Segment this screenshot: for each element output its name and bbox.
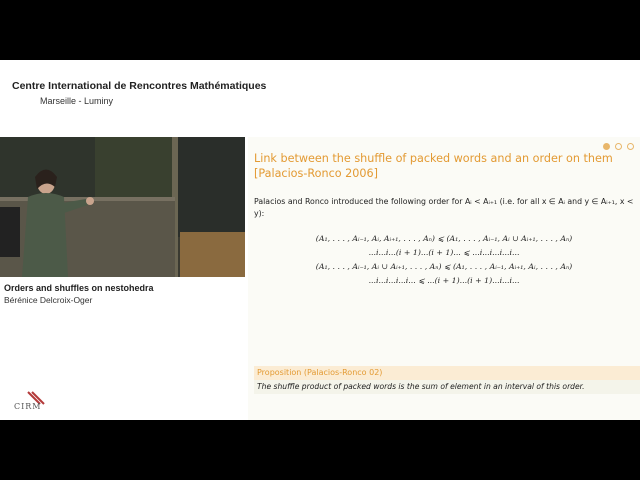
proposition-header: [254, 366, 640, 380]
talk-title: Orders and shuffles on nestohedra: [4, 283, 154, 293]
speaker-name: Bérénice Delcroix-Oger: [4, 295, 93, 305]
slide-title: Link between the shuffle of packed words and an order on them [Palacios-Ronco 2006]: [254, 152, 613, 180]
cirm-logo-text: CIRM: [14, 402, 42, 411]
proposition-title: Proposition (Palacios-Ronco 02): [257, 368, 383, 377]
speaker-video-image: [0, 137, 245, 277]
slide-dot-icon[interactable]: [627, 143, 634, 150]
speaker-video: [0, 137, 245, 277]
proposition-body: [254, 380, 640, 394]
slide-dot-icon[interactable]: [615, 143, 622, 150]
slide-intro: Palacios and Ronco introduced the following order for Aᵢ < Aᵢ₊₁ (i.e. for all x ∈ Aᵢ and y ∈ Aᵢ₊₁, x < y):: [254, 197, 634, 218]
presentation-slide: [248, 137, 640, 420]
institution-location: Marseille - Luminy: [40, 96, 114, 106]
proposition-text: The shuffle product of packed words is the sum of element in an interval of this order.: [257, 382, 585, 391]
math-line: (A₁, . . . , Aᵢ₋₁, Aᵢ ∪ Aᵢ₊₁, . . . , Aₙ) ⩽ (A₁, . . . , Aᵢ₋₁, Aᵢ₊₁, Aᵢ, . . . , Aₙ): [315, 262, 573, 271]
math-line: ...i...i...(i + 1)...(i + 1)... ⩽ ...i...i...i...i...: [368, 248, 520, 257]
slide-dot-icon[interactable]: [603, 143, 610, 150]
math-line: ...i...i...i...i... ⩽ ...(i + 1)...(i + 1)...i...i...: [368, 276, 520, 285]
math-line: (A₁, . . . , Aᵢ₋₁, Aᵢ, Aᵢ₊₁, . . . , Aₙ) ⩽ (A₁, . . . , Aᵢ₋₁, Aᵢ ∪ Aᵢ₊₁, . . . , Aₙ): [315, 234, 573, 243]
slide-nav: [603, 143, 634, 150]
video-frame: [0, 60, 640, 420]
institution-title: Centre International de Rencontres Mathématiques: [12, 80, 267, 92]
